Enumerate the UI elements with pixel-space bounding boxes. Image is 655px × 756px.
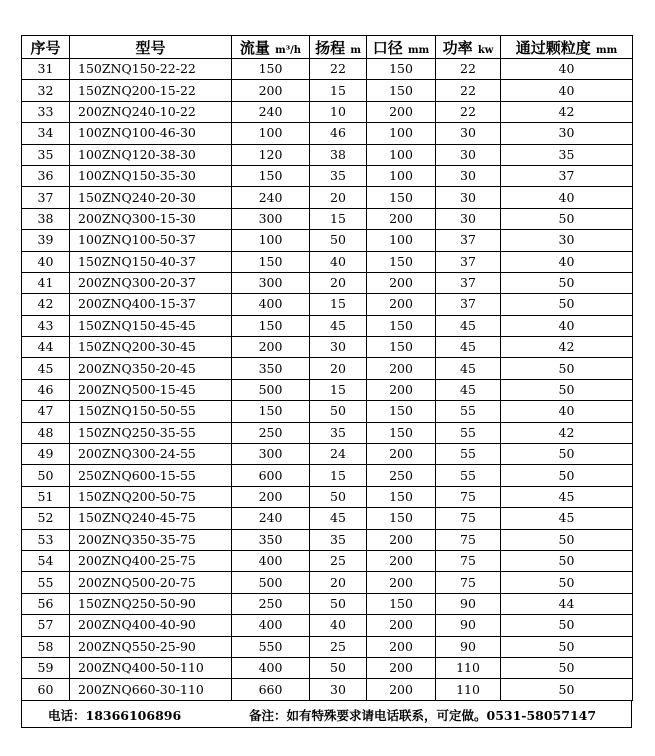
flow-cell: 150 bbox=[232, 165, 310, 186]
column-header-label: 口径 bbox=[372, 38, 403, 57]
diameter-cell: 150 bbox=[367, 422, 436, 443]
head-cell: 15 bbox=[310, 294, 367, 315]
diameter-cell: 150 bbox=[367, 508, 436, 529]
model-cell: 100ZNQ120-38-30 bbox=[70, 144, 232, 165]
flow-cell: 600 bbox=[232, 465, 310, 486]
power-cell: 30 bbox=[436, 144, 501, 165]
table-row bbox=[22, 315, 633, 336]
flow-cell: 150 bbox=[232, 401, 310, 422]
flow-cell: 400 bbox=[232, 615, 310, 636]
particle-size-cell: 50 bbox=[501, 358, 633, 379]
row-number-cell: 37 bbox=[22, 187, 70, 208]
power-cell: 55 bbox=[436, 444, 501, 465]
power-cell: 45 bbox=[436, 379, 501, 400]
column-header-unit: m bbox=[350, 44, 361, 56]
diameter-cell: 200 bbox=[367, 679, 436, 700]
model-cell: 200ZNQ350-35-75 bbox=[70, 529, 232, 550]
power-cell: 75 bbox=[436, 486, 501, 507]
head-cell: 40 bbox=[310, 615, 367, 636]
table-row bbox=[22, 187, 633, 208]
table-row bbox=[22, 422, 633, 443]
table-row bbox=[22, 208, 633, 229]
diameter-cell: 200 bbox=[367, 615, 436, 636]
row-number-cell: 46 bbox=[22, 379, 70, 400]
flow-cell: 400 bbox=[232, 657, 310, 678]
head-cell: 45 bbox=[310, 315, 367, 336]
model-cell: 200ZNQ400-40-90 bbox=[70, 615, 232, 636]
flow-cell: 150 bbox=[232, 251, 310, 272]
model-cell: 200ZNQ300-20-37 bbox=[70, 272, 232, 293]
table-row bbox=[22, 144, 633, 165]
row-number-cell: 49 bbox=[22, 444, 70, 465]
diameter-cell: 150 bbox=[367, 593, 436, 614]
column-header bbox=[436, 36, 501, 59]
contact-phone: 电话：18366106896 bbox=[48, 707, 182, 723]
diameter-cell: 200 bbox=[367, 379, 436, 400]
particle-size-cell: 30 bbox=[501, 123, 633, 144]
head-cell: 24 bbox=[310, 444, 367, 465]
row-number-cell: 55 bbox=[22, 572, 70, 593]
diameter-cell: 100 bbox=[367, 144, 436, 165]
flow-cell: 100 bbox=[232, 230, 310, 251]
model-cell: 200ZNQ240-10-22 bbox=[70, 101, 232, 122]
table-row bbox=[22, 593, 633, 614]
power-cell: 90 bbox=[436, 615, 501, 636]
particle-size-cell: 40 bbox=[501, 315, 633, 336]
head-cell: 50 bbox=[310, 401, 367, 422]
particle-size-cell: 42 bbox=[501, 422, 633, 443]
flow-cell: 250 bbox=[232, 593, 310, 614]
flow-cell: 120 bbox=[232, 144, 310, 165]
model-cell: 100ZNQ150-35-30 bbox=[70, 165, 232, 186]
power-cell: 75 bbox=[436, 508, 501, 529]
column-header bbox=[22, 36, 70, 59]
head-cell: 20 bbox=[310, 272, 367, 293]
row-number-cell: 51 bbox=[22, 486, 70, 507]
power-cell: 37 bbox=[436, 272, 501, 293]
diameter-cell: 150 bbox=[367, 59, 436, 80]
table-row bbox=[22, 251, 633, 272]
flow-cell: 150 bbox=[232, 59, 310, 80]
row-number-cell: 32 bbox=[22, 80, 70, 101]
flow-cell: 100 bbox=[232, 123, 310, 144]
head-cell: 50 bbox=[310, 486, 367, 507]
flow-cell: 500 bbox=[232, 379, 310, 400]
model-cell: 200ZNQ500-20-75 bbox=[70, 572, 232, 593]
column-header bbox=[232, 36, 310, 59]
flow-cell: 300 bbox=[232, 272, 310, 293]
particle-size-cell: 50 bbox=[501, 444, 633, 465]
row-number-cell: 45 bbox=[22, 358, 70, 379]
power-cell: 75 bbox=[436, 529, 501, 550]
table-row bbox=[22, 444, 633, 465]
row-number-cell: 57 bbox=[22, 615, 70, 636]
column-header-label: 扬程 bbox=[315, 38, 346, 57]
head-cell: 10 bbox=[310, 101, 367, 122]
table-row bbox=[22, 657, 633, 678]
particle-size-cell: 50 bbox=[501, 679, 633, 700]
head-cell: 22 bbox=[310, 59, 367, 80]
head-cell: 50 bbox=[310, 657, 367, 678]
head-cell: 35 bbox=[310, 165, 367, 186]
model-cell: 150ZNQ250-35-55 bbox=[70, 422, 232, 443]
row-number-cell: 52 bbox=[22, 508, 70, 529]
model-cell: 200ZNQ400-25-75 bbox=[70, 550, 232, 571]
row-number-cell: 53 bbox=[22, 529, 70, 550]
model-cell: 200ZNQ550-25-90 bbox=[70, 636, 232, 657]
flow-cell: 200 bbox=[232, 486, 310, 507]
head-cell: 15 bbox=[310, 465, 367, 486]
header-row bbox=[22, 36, 633, 59]
particle-size-cell: 50 bbox=[501, 465, 633, 486]
head-cell: 35 bbox=[310, 422, 367, 443]
model-cell: 150ZNQ200-50-75 bbox=[70, 486, 232, 507]
row-number-cell: 58 bbox=[22, 636, 70, 657]
diameter-cell: 250 bbox=[367, 465, 436, 486]
row-number-cell: 31 bbox=[22, 59, 70, 80]
row-number-cell: 40 bbox=[22, 251, 70, 272]
diameter-cell: 100 bbox=[367, 230, 436, 251]
table-row bbox=[22, 123, 633, 144]
power-cell: 110 bbox=[436, 657, 501, 678]
head-cell: 20 bbox=[310, 358, 367, 379]
column-header-label: 流量 bbox=[239, 38, 270, 57]
flow-cell: 150 bbox=[232, 315, 310, 336]
diameter-cell: 200 bbox=[367, 657, 436, 678]
particle-size-cell: 35 bbox=[501, 144, 633, 165]
particle-size-cell: 40 bbox=[501, 59, 633, 80]
table-row bbox=[22, 401, 633, 422]
particle-size-cell: 42 bbox=[501, 101, 633, 122]
model-cell: 100ZNQ100-50-37 bbox=[70, 230, 232, 251]
diameter-cell: 200 bbox=[367, 636, 436, 657]
head-cell: 20 bbox=[310, 187, 367, 208]
power-cell: 55 bbox=[436, 465, 501, 486]
table-row bbox=[22, 550, 633, 571]
row-number-cell: 33 bbox=[22, 101, 70, 122]
table-row bbox=[22, 337, 633, 358]
table-row bbox=[22, 486, 633, 507]
power-cell: 30 bbox=[436, 123, 501, 144]
table-body bbox=[22, 59, 633, 701]
diameter-cell: 200 bbox=[367, 550, 436, 571]
flow-cell: 300 bbox=[232, 208, 310, 229]
table-row bbox=[22, 508, 633, 529]
power-cell: 22 bbox=[436, 59, 501, 80]
head-cell: 25 bbox=[310, 550, 367, 571]
row-number-cell: 44 bbox=[22, 337, 70, 358]
particle-size-cell: 44 bbox=[501, 593, 633, 614]
model-cell: 200ZNQ300-24-55 bbox=[70, 444, 232, 465]
power-cell: 45 bbox=[436, 358, 501, 379]
diameter-cell: 150 bbox=[367, 187, 436, 208]
table-row bbox=[22, 294, 633, 315]
power-cell: 30 bbox=[436, 208, 501, 229]
power-cell: 45 bbox=[436, 337, 501, 358]
head-cell: 25 bbox=[310, 636, 367, 657]
model-cell: 150ZNQ240-45-75 bbox=[70, 508, 232, 529]
diameter-cell: 200 bbox=[367, 101, 436, 122]
table-row bbox=[22, 465, 633, 486]
particle-size-cell: 40 bbox=[501, 401, 633, 422]
flow-cell: 400 bbox=[232, 550, 310, 571]
particle-size-cell: 45 bbox=[501, 508, 633, 529]
particle-size-cell: 50 bbox=[501, 657, 633, 678]
particle-size-cell: 50 bbox=[501, 272, 633, 293]
diameter-cell: 150 bbox=[367, 401, 436, 422]
diameter-cell: 150 bbox=[367, 315, 436, 336]
table-row bbox=[22, 230, 633, 251]
row-number-cell: 34 bbox=[22, 123, 70, 144]
row-number-cell: 48 bbox=[22, 422, 70, 443]
model-cell: 100ZNQ100-46-30 bbox=[70, 123, 232, 144]
flow-cell: 660 bbox=[232, 679, 310, 700]
model-cell: 150ZNQ150-45-45 bbox=[70, 315, 232, 336]
diameter-cell: 200 bbox=[367, 272, 436, 293]
diameter-cell: 100 bbox=[367, 165, 436, 186]
row-number-cell: 35 bbox=[22, 144, 70, 165]
diameter-cell: 200 bbox=[367, 208, 436, 229]
power-cell: 45 bbox=[436, 315, 501, 336]
power-cell: 30 bbox=[436, 165, 501, 186]
head-cell: 45 bbox=[310, 508, 367, 529]
row-number-cell: 59 bbox=[22, 657, 70, 678]
flow-cell: 350 bbox=[232, 358, 310, 379]
table-row bbox=[22, 80, 633, 101]
particle-size-cell: 50 bbox=[501, 529, 633, 550]
particle-size-cell: 30 bbox=[501, 230, 633, 251]
particle-size-cell: 50 bbox=[501, 615, 633, 636]
diameter-cell: 150 bbox=[367, 251, 436, 272]
row-number-cell: 38 bbox=[22, 208, 70, 229]
table-row bbox=[22, 636, 633, 657]
model-cell: 150ZNQ150-40-37 bbox=[70, 251, 232, 272]
flow-cell: 250 bbox=[232, 422, 310, 443]
flow-cell: 200 bbox=[232, 80, 310, 101]
power-cell: 55 bbox=[436, 401, 501, 422]
head-cell: 50 bbox=[310, 230, 367, 251]
head-cell: 38 bbox=[310, 144, 367, 165]
column-header bbox=[367, 36, 436, 59]
diameter-cell: 150 bbox=[367, 486, 436, 507]
table-row bbox=[22, 529, 633, 550]
head-cell: 40 bbox=[310, 251, 367, 272]
column-header-unit: kw bbox=[477, 44, 494, 56]
pump-spec-sheet bbox=[21, 35, 632, 728]
row-number-cell: 41 bbox=[22, 272, 70, 293]
particle-size-cell: 40 bbox=[501, 251, 633, 272]
flow-cell: 300 bbox=[232, 444, 310, 465]
column-header-unit: mm bbox=[596, 44, 618, 56]
model-cell: 150ZNQ200-15-22 bbox=[70, 80, 232, 101]
power-cell: 37 bbox=[436, 251, 501, 272]
model-cell: 250ZNQ600-15-55 bbox=[70, 465, 232, 486]
head-cell: 46 bbox=[310, 123, 367, 144]
column-header bbox=[70, 36, 232, 59]
power-cell: 90 bbox=[436, 593, 501, 614]
flow-cell: 400 bbox=[232, 294, 310, 315]
model-cell: 150ZNQ150-22-22 bbox=[70, 59, 232, 80]
power-cell: 110 bbox=[436, 679, 501, 700]
model-cell: 200ZNQ300-15-30 bbox=[70, 208, 232, 229]
diameter-cell: 100 bbox=[367, 123, 436, 144]
model-cell: 200ZNQ500-15-45 bbox=[70, 379, 232, 400]
row-number-cell: 50 bbox=[22, 465, 70, 486]
power-cell: 55 bbox=[436, 422, 501, 443]
flow-cell: 550 bbox=[232, 636, 310, 657]
diameter-cell: 150 bbox=[367, 337, 436, 358]
power-cell: 90 bbox=[436, 636, 501, 657]
column-header-unit: mm bbox=[408, 44, 430, 56]
head-cell: 20 bbox=[310, 572, 367, 593]
head-cell: 15 bbox=[310, 208, 367, 229]
particle-size-cell: 42 bbox=[501, 337, 633, 358]
footer-bar bbox=[21, 701, 632, 728]
head-cell: 35 bbox=[310, 529, 367, 550]
power-cell: 22 bbox=[436, 80, 501, 101]
head-cell: 15 bbox=[310, 379, 367, 400]
column-header-label: 序号 bbox=[30, 38, 61, 57]
particle-size-cell: 50 bbox=[501, 572, 633, 593]
particle-size-cell: 45 bbox=[501, 486, 633, 507]
diameter-cell: 200 bbox=[367, 294, 436, 315]
flow-cell: 200 bbox=[232, 337, 310, 358]
model-cell: 150ZNQ250-50-90 bbox=[70, 593, 232, 614]
column-header-label: 功率 bbox=[442, 38, 473, 57]
particle-size-cell: 50 bbox=[501, 550, 633, 571]
diameter-cell: 200 bbox=[367, 529, 436, 550]
row-number-cell: 56 bbox=[22, 593, 70, 614]
table-row bbox=[22, 572, 633, 593]
particle-size-cell: 50 bbox=[501, 379, 633, 400]
flow-cell: 500 bbox=[232, 572, 310, 593]
model-cell: 200ZNQ400-50-110 bbox=[70, 657, 232, 678]
table-row bbox=[22, 615, 633, 636]
head-cell: 30 bbox=[310, 337, 367, 358]
model-cell: 150ZNQ200-30-45 bbox=[70, 337, 232, 358]
diameter-cell: 200 bbox=[367, 444, 436, 465]
column-header bbox=[501, 36, 633, 59]
particle-size-cell: 37 bbox=[501, 165, 633, 186]
row-number-cell: 39 bbox=[22, 230, 70, 251]
particle-size-cell: 40 bbox=[501, 187, 633, 208]
table-row bbox=[22, 679, 633, 700]
table-row bbox=[22, 358, 633, 379]
row-number-cell: 60 bbox=[22, 679, 70, 700]
head-cell: 15 bbox=[310, 80, 367, 101]
power-cell: 30 bbox=[436, 187, 501, 208]
remark-note: 备注：如有特殊要求请电话联系，可定做。0531-58057147 bbox=[249, 707, 597, 723]
flow-cell: 240 bbox=[232, 101, 310, 122]
diameter-cell: 150 bbox=[367, 80, 436, 101]
power-cell: 37 bbox=[436, 294, 501, 315]
head-cell: 30 bbox=[310, 679, 367, 700]
column-header-unit: m³/h bbox=[275, 44, 302, 56]
head-cell: 50 bbox=[310, 593, 367, 614]
row-number-cell: 47 bbox=[22, 401, 70, 422]
power-cell: 75 bbox=[436, 572, 501, 593]
table-row bbox=[22, 165, 633, 186]
diameter-cell: 200 bbox=[367, 572, 436, 593]
model-cell: 150ZNQ240-20-30 bbox=[70, 187, 232, 208]
table-row bbox=[22, 379, 633, 400]
particle-size-cell: 50 bbox=[501, 208, 633, 229]
row-number-cell: 43 bbox=[22, 315, 70, 336]
row-number-cell: 42 bbox=[22, 294, 70, 315]
row-number-cell: 54 bbox=[22, 550, 70, 571]
power-cell: 75 bbox=[436, 550, 501, 571]
model-cell: 200ZNQ660-30-110 bbox=[70, 679, 232, 700]
particle-size-cell: 40 bbox=[501, 80, 633, 101]
flow-cell: 240 bbox=[232, 508, 310, 529]
table-row bbox=[22, 272, 633, 293]
power-cell: 37 bbox=[436, 230, 501, 251]
column-header-label: 通过颗粒度 bbox=[515, 38, 591, 57]
column-header-label: 型号 bbox=[135, 38, 166, 57]
particle-size-cell: 50 bbox=[501, 294, 633, 315]
row-number-cell: 36 bbox=[22, 165, 70, 186]
model-cell: 200ZNQ400-15-37 bbox=[70, 294, 232, 315]
table-row bbox=[22, 59, 633, 80]
model-cell: 200ZNQ350-20-45 bbox=[70, 358, 232, 379]
flow-cell: 350 bbox=[232, 529, 310, 550]
table-row bbox=[22, 101, 633, 122]
spec-table bbox=[21, 35, 633, 701]
power-cell: 22 bbox=[436, 101, 501, 122]
diameter-cell: 200 bbox=[367, 358, 436, 379]
flow-cell: 240 bbox=[232, 187, 310, 208]
particle-size-cell: 50 bbox=[501, 636, 633, 657]
model-cell: 150ZNQ150-50-55 bbox=[70, 401, 232, 422]
column-header bbox=[310, 36, 367, 59]
